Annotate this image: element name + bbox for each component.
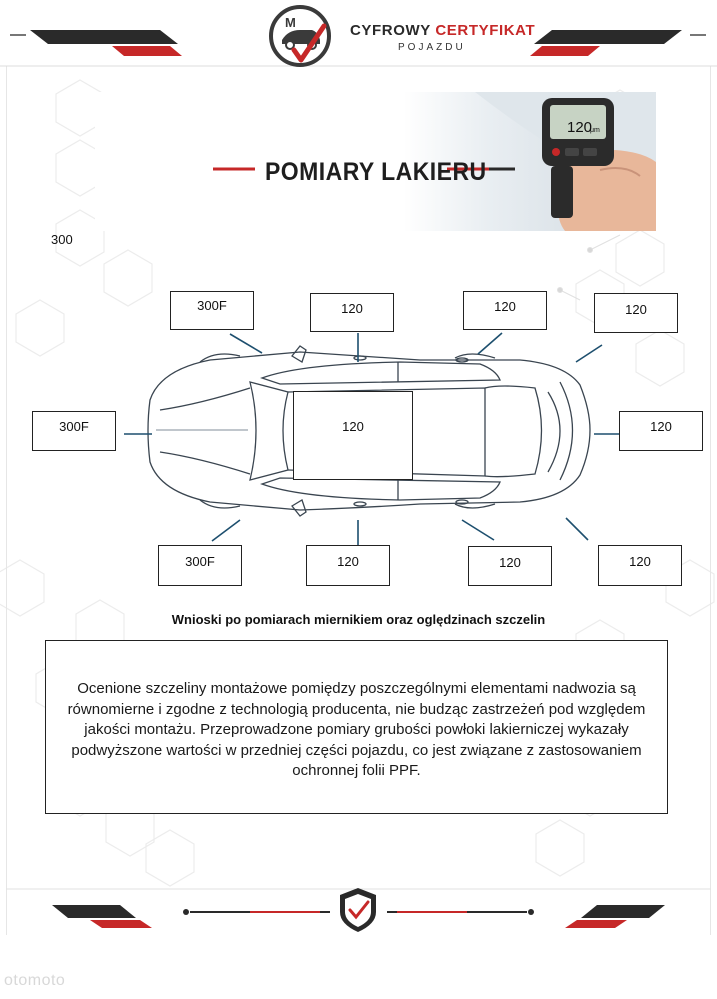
brand-subtitle: POJAZDU [398, 42, 466, 53]
shield-icon [340, 888, 376, 932]
measurement-front-bumper: 300F [32, 411, 116, 451]
measurement-front-right-fender: 300F [158, 545, 242, 586]
brand-title-part2: CERTYFIKAT [435, 22, 536, 39]
watermark: otomoto [4, 972, 66, 989]
measurement-front-left-fender: 300F [170, 291, 254, 330]
gauge-reading: 120 [567, 119, 593, 136]
stray-value: 300 [51, 232, 73, 247]
summary-box [45, 640, 668, 814]
measurement-left-rear-quarter: 120 [594, 293, 678, 333]
section-title: POMIARY LAKIERU [265, 158, 487, 186]
measurement-rear: 120 [619, 411, 703, 451]
measurement-right-rear-quarter: 120 [598, 545, 682, 586]
brand-title [350, 22, 535, 39]
measurement-left-rear-door: 120 [463, 291, 547, 330]
measurement-left-front-door: 120 [310, 293, 394, 332]
logo-icon [268, 4, 332, 68]
summary-text: Ocenione szczeliny montażowe pomiędzy poszczególnymi elementami nadwozia są równomierne i zgodne z technologią producenta, nie budząc zastrzeżeń pod względem jakości montażu. Przeprowadzone pomiary grubości powłoki lakierniczej wykazały podwyższone wartości w przedniej części pojazdu, co jest związane z zastosowaniem ochronnej folii PPF. [67, 680, 646, 779]
gauge-unit: μm [590, 127, 600, 134]
measurement-right-front-door: 120 [306, 545, 390, 586]
brand-title-part1: CYFROWY [350, 22, 431, 39]
measurement-roof: 120 [293, 391, 413, 480]
measurement-right-rear-door: 120 [468, 546, 552, 586]
conclusion-heading: Wnioski po pomiarach miernikiem oraz oględzinach szczelin [171, 612, 546, 627]
svg-text:M: M [285, 15, 296, 30]
footer-decoration [0, 880, 717, 940]
